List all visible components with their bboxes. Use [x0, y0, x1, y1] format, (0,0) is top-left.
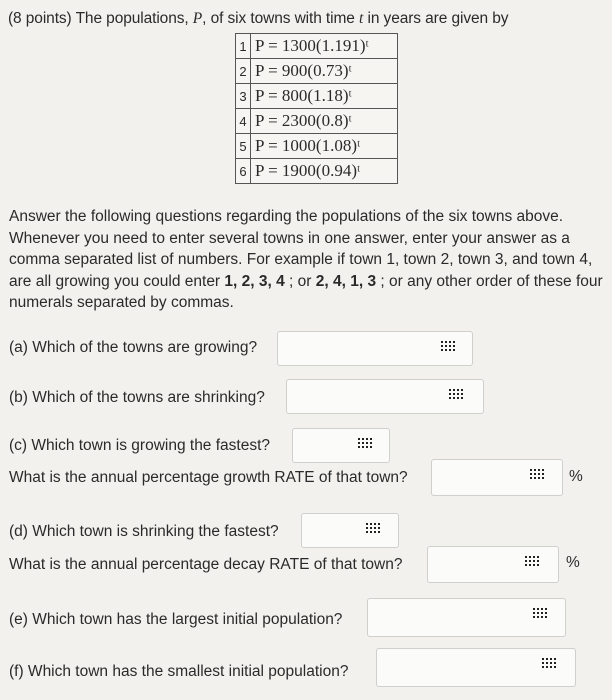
town-number: 6	[236, 159, 251, 184]
question-b: (b) Which of the towns are shrinking?	[9, 389, 265, 406]
question-d-town: (d) Which town is shrinking the fastest?	[9, 523, 279, 540]
town-number: 3	[236, 84, 251, 109]
answer-d-rate-input[interactable]	[427, 546, 559, 583]
instructions-text: ; or	[284, 272, 316, 290]
grid-icon[interactable]	[358, 438, 372, 450]
example-answer: 2, 4, 1, 3	[315, 272, 377, 290]
question-d-rate: What is the annual percentage decay RATE of that town?	[9, 556, 403, 573]
question-f: (f) Which town has the smallest initial population?	[9, 663, 349, 680]
table-row	[236, 109, 398, 134]
answer-c-town-input[interactable]	[292, 428, 390, 463]
problem-header	[8, 10, 508, 28]
header-text-b: , of six towns with time	[202, 10, 355, 27]
points-label: (8 points)	[8, 10, 72, 27]
town-formula: P = 800(1.18)ᵗ	[251, 84, 398, 109]
grid-icon[interactable]	[449, 389, 463, 401]
table-row	[236, 34, 398, 59]
answer-d-town-input[interactable]	[301, 513, 399, 548]
instructions-text: ; or any other order of these four numerals separated by commas.	[9, 272, 603, 311]
town-number: 4	[236, 109, 251, 134]
town-formula: P = 1000(1.08)ᵗ	[251, 134, 398, 159]
grid-icon[interactable]	[542, 658, 556, 670]
town-number: 5	[236, 134, 251, 159]
grid-icon[interactable]	[530, 469, 544, 481]
table-row	[236, 84, 398, 109]
grid-icon[interactable]	[533, 608, 547, 620]
town-formula: P = 900(0.73)ᵗ	[251, 59, 398, 84]
question-a: (a) Which of the towns are growing?	[9, 339, 258, 356]
instructions-paragraph	[9, 206, 605, 314]
percent-unit: %	[569, 468, 583, 485]
table-row	[236, 159, 398, 184]
town-number: 1	[236, 34, 251, 59]
example-answer: 1, 2, 3, 4	[224, 272, 285, 290]
town-formulas-table	[235, 33, 398, 184]
question-e: (e) Which town has the largest initial population?	[9, 611, 343, 628]
question-c-town: (c) Which town is growing the fastest?	[9, 437, 271, 454]
header-text-a: The populations,	[75, 10, 189, 27]
table-row	[236, 134, 398, 159]
town-number: 2	[236, 59, 251, 84]
header-text-c: in years are given by	[367, 10, 509, 27]
percent-unit: %	[566, 554, 580, 571]
town-formula: P = 1900(0.94)ᵗ	[251, 159, 398, 184]
town-formula: P = 1300(1.191)ᵗ	[251, 34, 398, 59]
question-c-rate: What is the annual percentage growth RATE of that town?	[9, 469, 408, 486]
table-row	[236, 59, 398, 84]
grid-icon[interactable]	[441, 341, 455, 353]
instructions-text: Answer the following questions regarding the populations of the six towns above. Whenever you need to enter several towns in one answer, enter your answer as a comma separated list of numbers. For example if town 1, town 2, town 3, and town 4, are all growing you could enter	[9, 208, 593, 290]
variable-p: P	[192, 10, 203, 27]
variable-t: t	[359, 10, 364, 27]
town-formula: P = 2300(0.8)ᵗ	[251, 109, 398, 134]
grid-icon[interactable]	[366, 523, 380, 535]
grid-icon[interactable]	[525, 556, 539, 568]
